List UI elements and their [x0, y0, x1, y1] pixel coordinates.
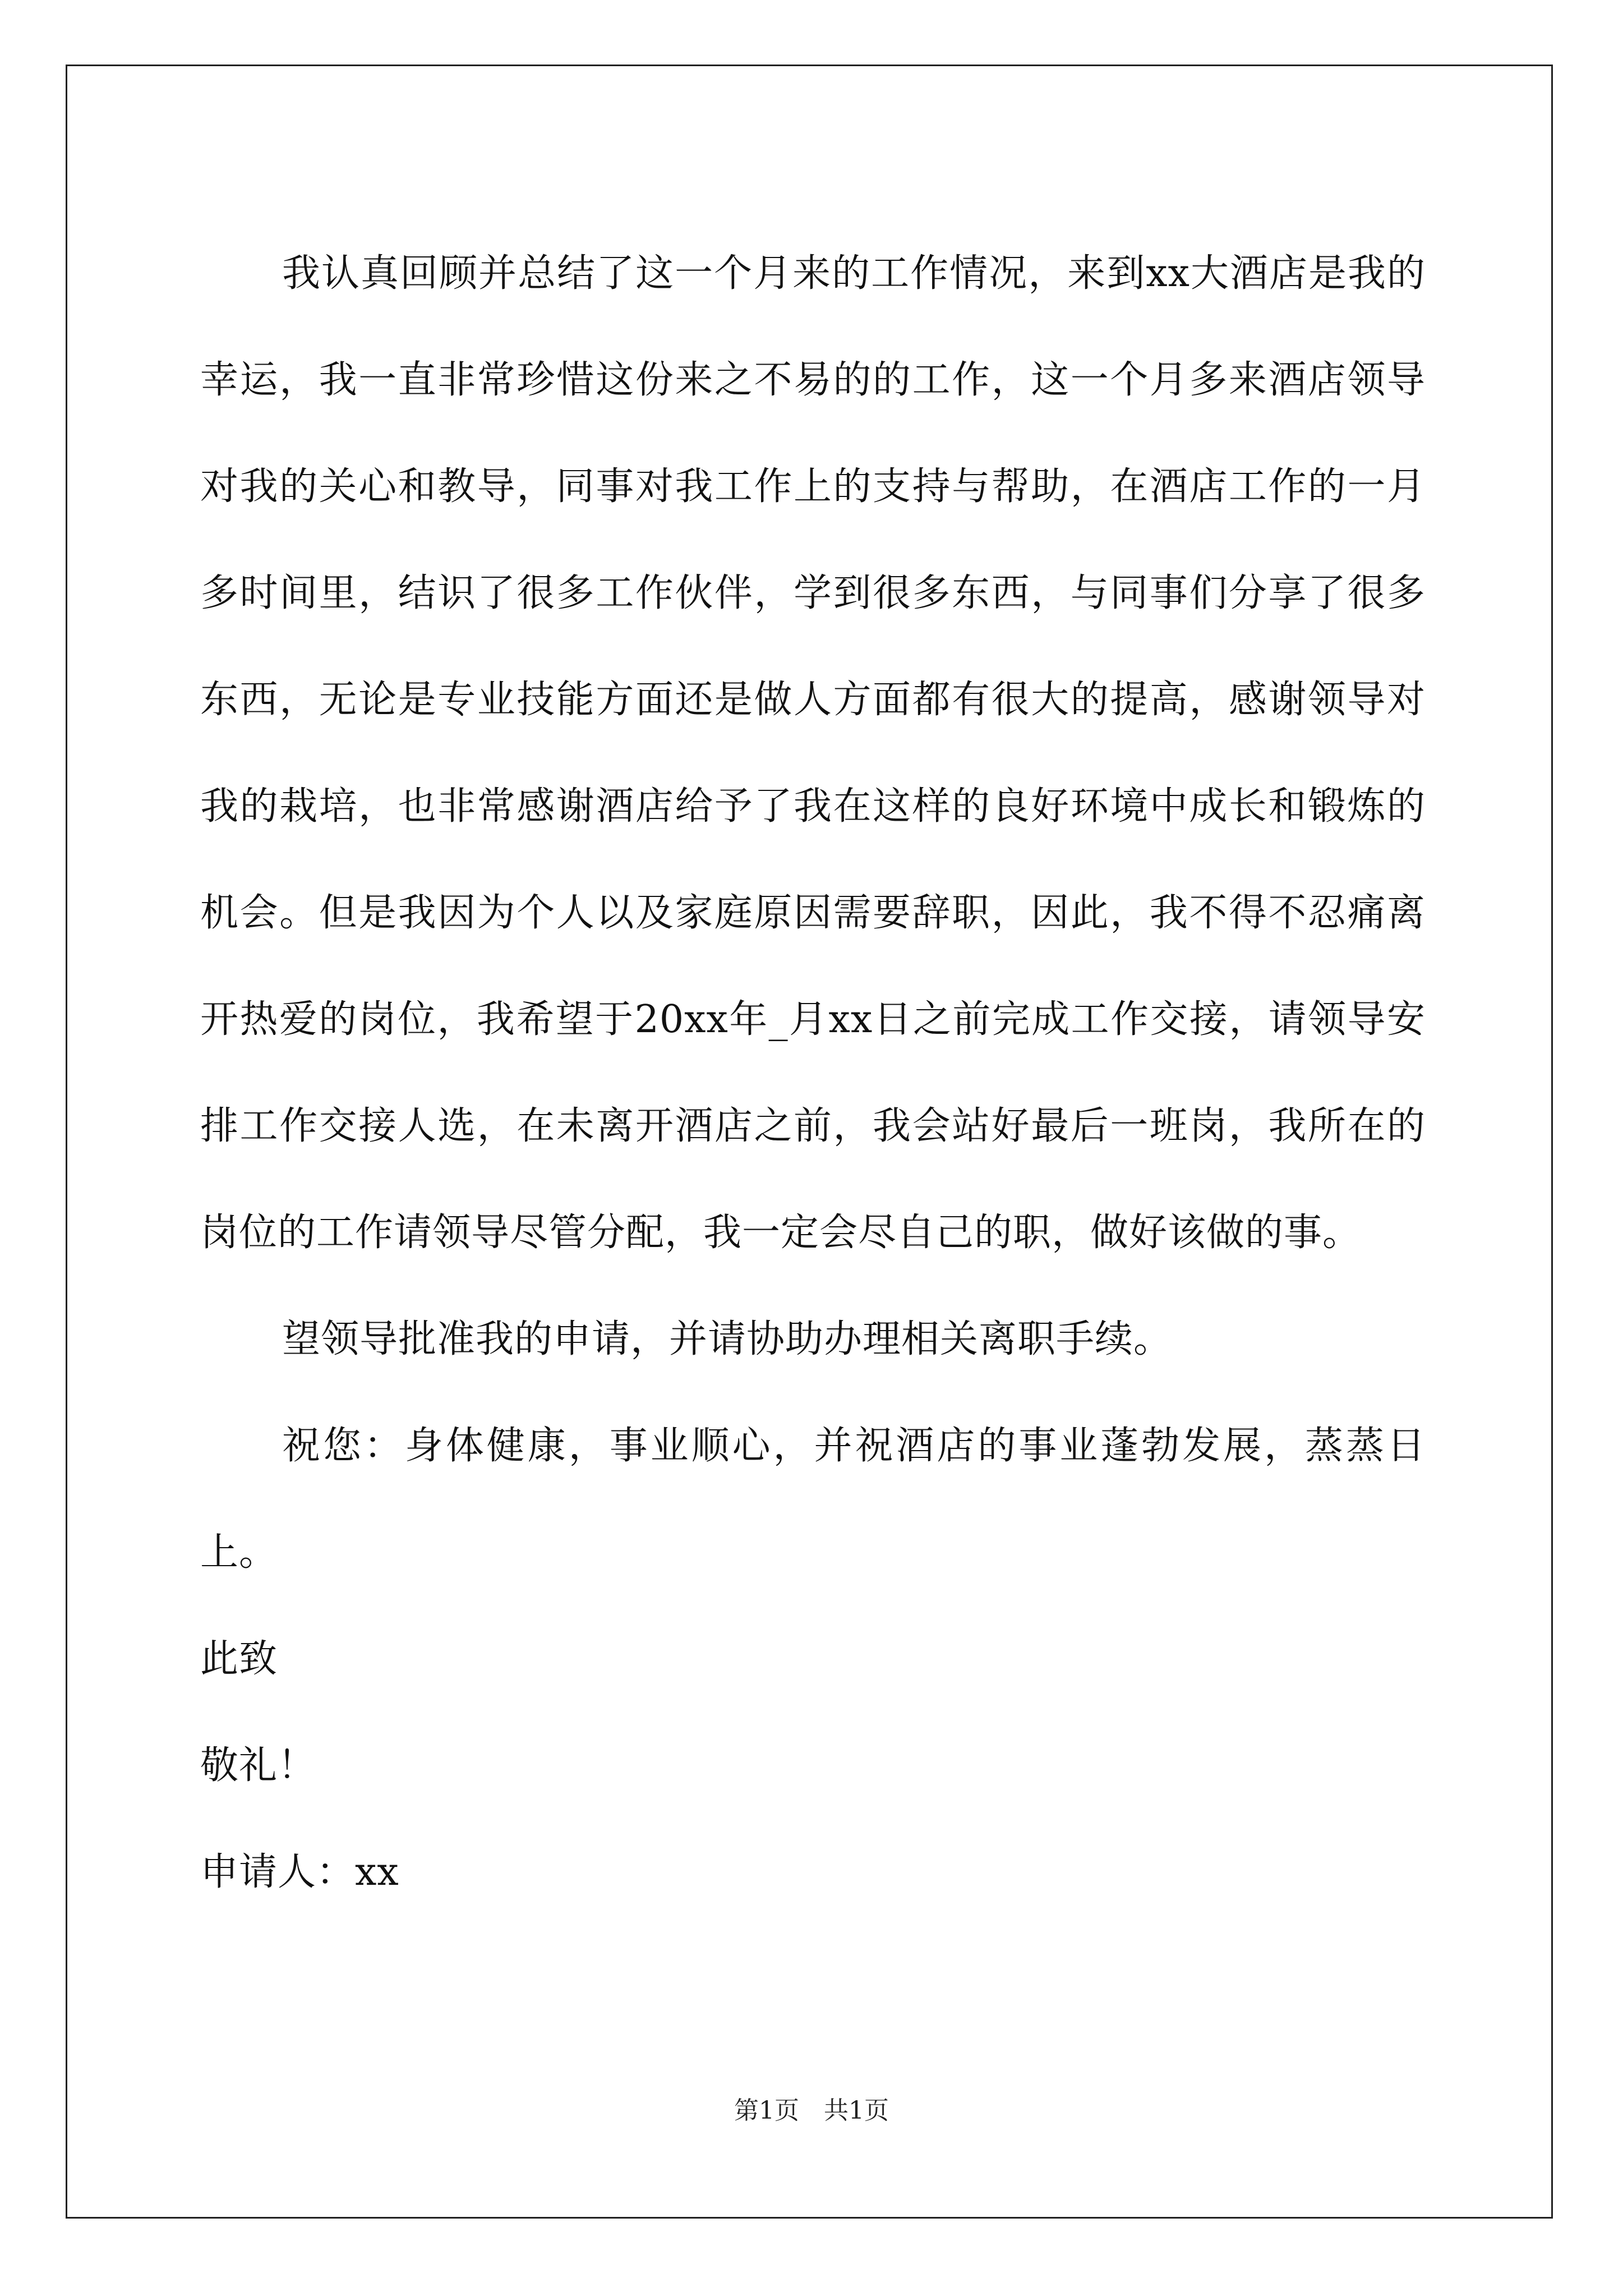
salute-line: 敬礼！	[200, 1743, 317, 1788]
page-number-footer: 第1页 共1页	[734, 2096, 889, 2125]
body-paragraph-request: 望领导批准我的申请，并请协助办理相关离职手续。	[282, 1317, 1173, 1361]
signature-line: 申请人：xx	[200, 1850, 399, 1894]
letter-body	[200, 220, 1426, 1926]
body-paragraph-main: 我认真回顾并总结了这一个月来的工作情况，来到xx大酒店是我的幸运，我一直非常珍惜这份来之不易的的工作，这一个月多来酒店领导对我的关心和教导，同事对我工作上的支持与帮助，在酒店工作的一月多时间里，结识了很多工作伙伴，学到很多东西，与同事们分享了很多东西，无论是专业技能方面还是做人方面都有很大的提高，感谢领导对我的栽培，也非常感谢酒店给予了我在这样的良好环境中成长和锻炼的机会。但是我因为个人以及家庭原因需要辞职，因此，我不得不忍痛离开热爱的岗位，我希望于20xx年_月xx日之前完成工作交接，请领导安排工作交接人选，在未离开酒店之前，我会站好最后一班岗，我所在的岗位的工作请领导尽管分配，我一定会尽自己的职，做好该做的事。	[200, 251, 1426, 1255]
closing-line: 此致	[200, 1637, 278, 1681]
body-paragraph-wishes: 祝您：身体健康，事业顺心，并祝酒店的事业蓬勃发展，蒸蒸日上。	[200, 1424, 1426, 1575]
